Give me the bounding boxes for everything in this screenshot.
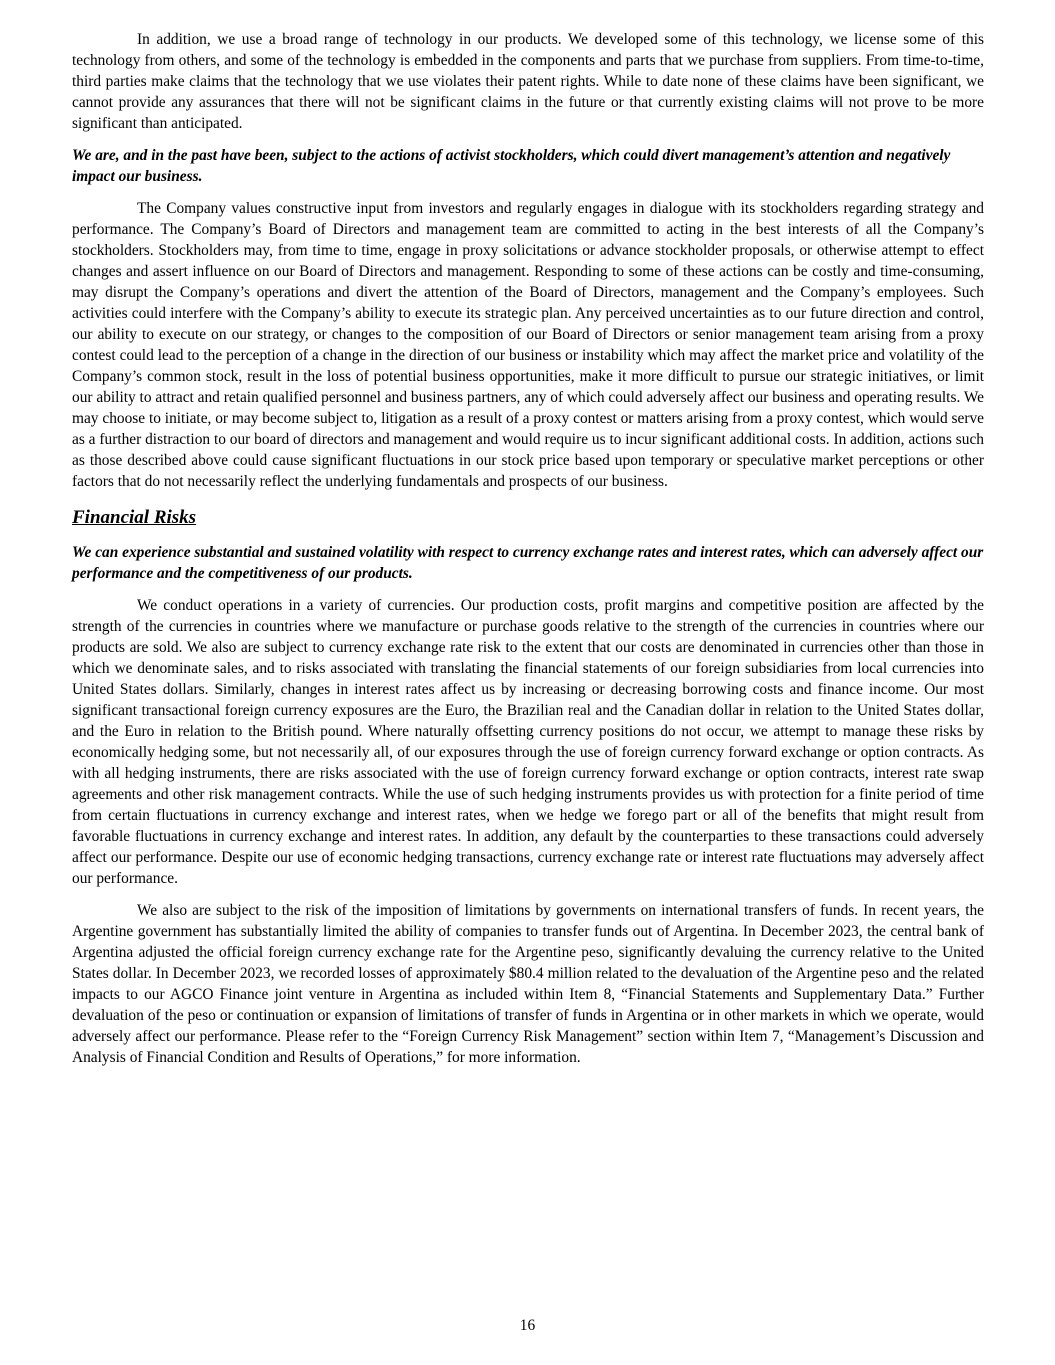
activist-risk-heading: We are, and in the past have been, subject to the actions of activist stockholders, which could divert management’s attention and negatively impact our business. (72, 147, 951, 185)
page-number: 16 (519, 1317, 536, 1334)
activist-risk-paragraph: The Company values constructive input from investors and regularly engages in dialogue with its stockholders regarding strategy and performance. The Company’s Board of Directors and management team are committed to acting in the best interests of all the Company’s stockholders. Stockholders may, from time to time, engage in proxy solicitations or advance stockholder proposals, or otherwise attempt to effect changes and assert influence on our Board of Directors and management. Responding to some of these actions can be costly and time-consuming, may disrupt the Company’s operations and divert the attention of the Board of Directors, management and the Company’s employees. Such activities could interfere with the Company’s ability to execute its strategic plan. Any perceived uncertainties as to our future direction and control, our ability to execute on our strategy, or changes to the composition of our Board of Directors or senior management team arising from a proxy contest could lead to the perception of a change in the direction of our business or instability which may affect the market price and volatility of the Company’s common stock, result in the loss of potential business opportunities, make it more difficult to pursue our strategic initiatives, or limit our ability to attract and retain qualified personnel and business partners, any of which could adversely affect our business and operating results. We may choose to initiate, or may become subject to, litigation as a result of a proxy contest or matters arising from a proxy contest, which would serve as a further distraction to our board of directors and management and would require us to incur significant additional costs. In addition, actions such as those described above could cause significant fluctuations in our stock price based upon temporary or speculative market perceptions or other factors that do not necessarily reflect the underlying fundamentals and prospects of our business. (72, 200, 984, 490)
document-page (72, 29, 984, 1068)
currency-risk-heading: We can experience substantial and sustained volatility with respect to currency exchange rates and interest rates, which can adversely affect our performance and the competitiveness of our products. (72, 544, 984, 582)
section-title-financial-risks: Financial Risks (72, 507, 197, 528)
funds-transfer-paragraph: We also are subject to the risk of the imposition of limitations by governments on international transfers of funds. In recent years, the Argentine government has substantially limited the ability of companies to transfer funds out of Argentina. In December 2023, the central bank of Argentina adjusted the official foreign currency exchange rate for the Argentine peso, significantly devaluing the currency relative to the United States dollar. In December 2023, we recorded losses of approximately $80.4 million related to the devaluation of the Argentine peso and the related impacts to our AGCO Finance joint venture in Argentina as included within Item 8, “Financial Statements and Supplementary Data.” Further devaluation of the peso or continuation or expansion of limitations of transfer of funds in Argentina or in other markets in which we operate, would adversely affect our performance. Please refer to the “Foreign Currency Risk Management” section within Item 7, “Management’s Discussion and Analysis of Financial Condition and Results of Operations,” for more information. (72, 902, 984, 1066)
technology-paragraph: In addition, we use a broad range of technology in our products. We developed some of this technology, we license some of this technology from others, and some of the technology is embedded in the components and parts that we purchase from suppliers. From time-to-time, third parties make claims that the technology that we use violates their patent rights. While to date none of these claims have been significant, we cannot provide any assurances that there will not be significant claims in the future or that currently existing claims will not prove to be more significant than anticipated. (72, 31, 984, 132)
currency-risk-paragraph: We conduct operations in a variety of currencies. Our production costs, profit margins and competitive position are affected by the strength of the currencies in countries where we manufacture or purchase goods relative to the strength of the currencies in countries where our products are sold. We also are subject to currency exchange rate risk to the extent that our costs are denominated in currencies other than those in which we denominate sales, and to risks associated with translating the financial statements of our foreign subsidiaries from local currencies into United States dollars. Similarly, changes in interest rates affect us by increasing or decreasing borrowing costs and finance income. Our most significant transactional foreign currency exposures are the Euro, the Brazilian real and the Canadian dollar in relation to the United States dollar, and the Euro in relation to the British pound. Where naturally offsetting currency positions do not occur, we attempt to manage these risks by economically hedging some, but not necessarily all, of our exposures through the use of foreign currency forward exchange or option contracts. As with all hedging instruments, there are risks associated with the use of foreign currency forward exchange or option contracts, interest rate swap agreements and other risk management contracts. While the use of such hedging instruments provides us with protection for a finite period of time from certain fluctuations in currency exchange and interest rates, when we hedge we forego part or all of the benefits that might result from favorable fluctuations in currency exchange and interest rates. In addition, any default by the counterparties to these transactions could adversely affect our performance. Despite our use of economic hedging transactions, currency exchange rate or interest rate fluctuations may adversely affect our performance. (72, 597, 984, 887)
